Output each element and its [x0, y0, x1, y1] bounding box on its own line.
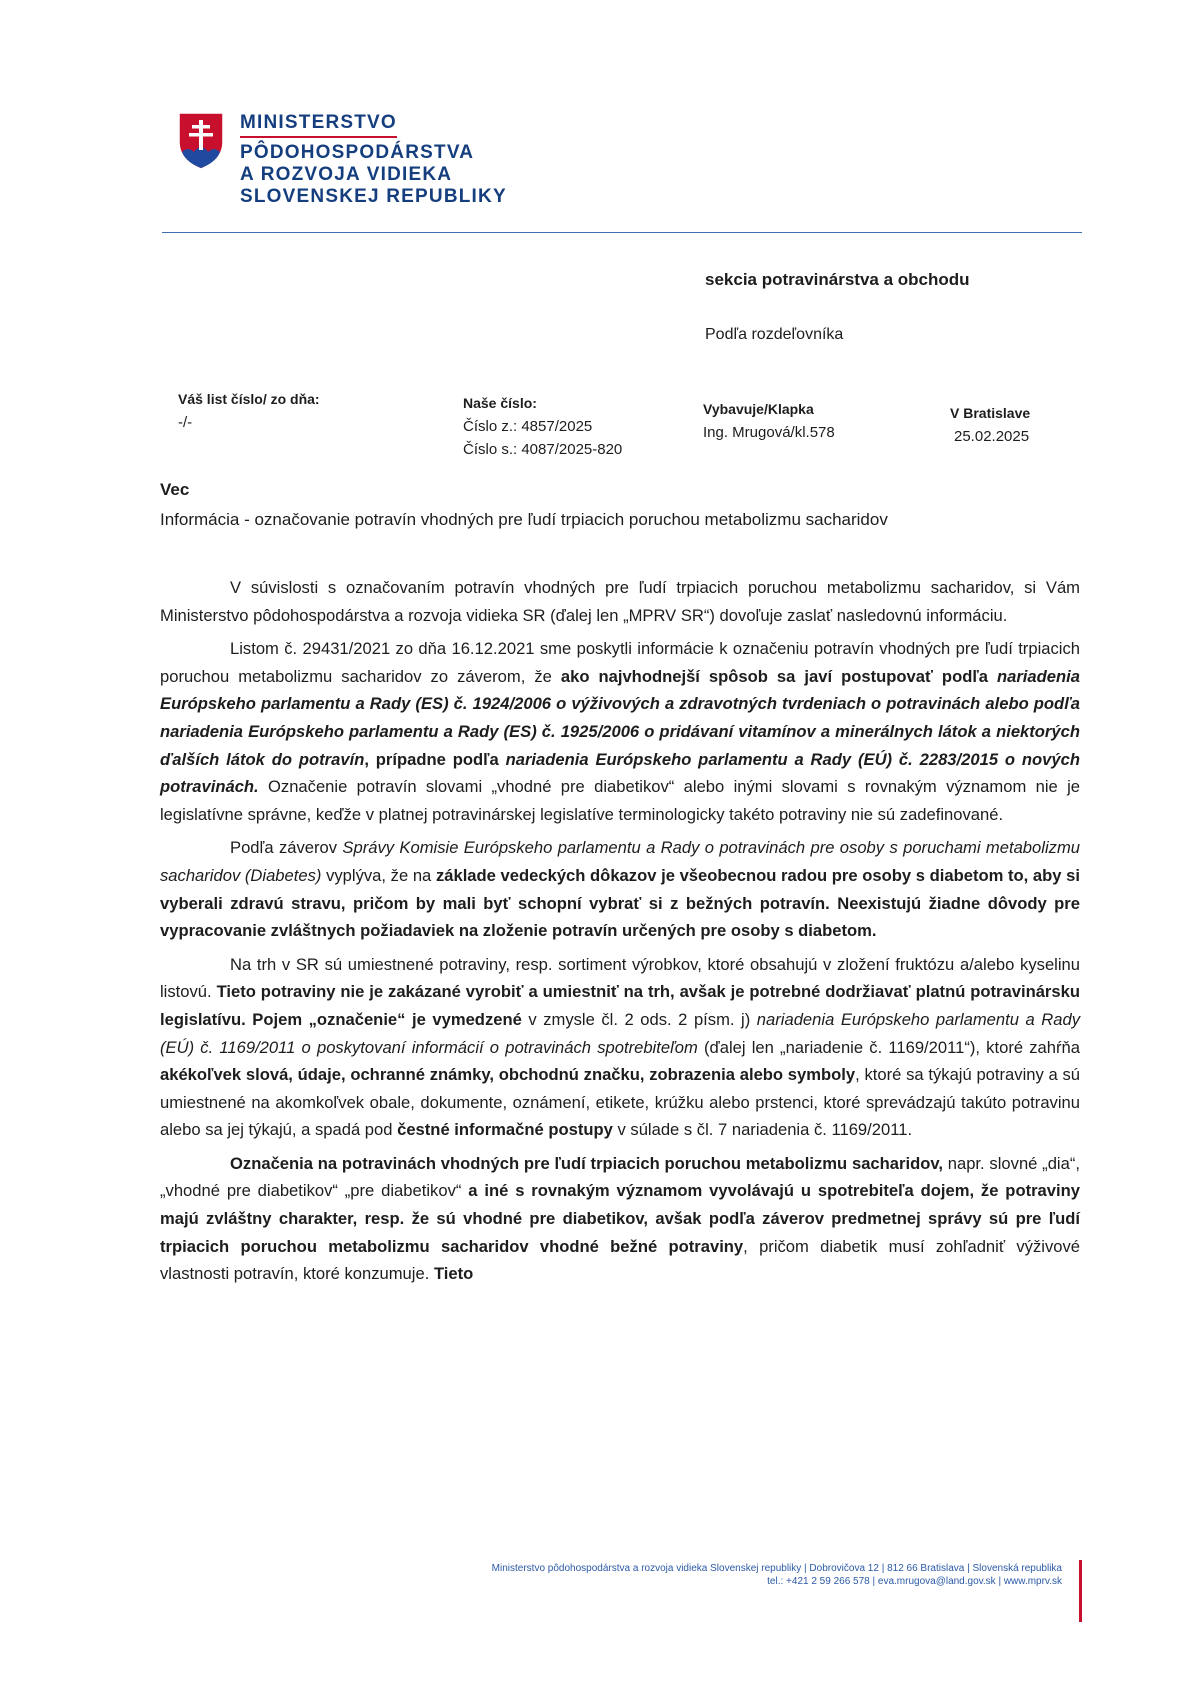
slovak-coat-of-arms-icon: [178, 112, 224, 170]
report-reference: Správy Komisie Európskeho parlamentu a Rady o potravinách pre osoby s poruchami metabolizmu sacharidov (Diabetes): [160, 838, 1080, 885]
regulation-reference: nariadenia Európskeho parlamentu a Rady (EÚ) č. 2283/2015 o nových potravinách.: [160, 749, 1080, 797]
your-letter-block: [178, 388, 320, 434]
emphasis-text: Tieto: [433, 1264, 474, 1284]
body-paragraph: [160, 574, 1080, 629]
body-paragraph: [160, 951, 1080, 1144]
paragraph-text: V súvislosti s označovaním potravín vhodných pre ľudí trpiacich poruchou metabolizmu sacharidov, si Vám Ministerstvo pôdohospodárstva a rozvoja vidieka SR (ďalej len „MPRV SR“) dovoľuje zaslať nasledovnú informáciu.: [160, 578, 1080, 625]
your-letter-value: -/-: [178, 414, 193, 431]
recipient-line: Podľa rozdeľovníka: [705, 326, 844, 343]
body-paragraph: [160, 834, 1080, 944]
our-number-s: Číslo s.: 4087/2025-820: [463, 441, 623, 458]
emphasis-text: akékoľvek slová, údaje, ochranné známky, obchodnú značku, zobrazenia alebo symboly: [160, 1065, 856, 1085]
section-name: sekcia potravinárstva a obchodu: [705, 270, 970, 289]
subject-text: Informácia - označovanie potravín vhodných pre ľudí trpiacich poruchou metabolizmu sacharidov: [160, 510, 888, 529]
emphasis-text: a iné s rovnakým významom vyvolávajú u spotrebiteľa dojem, že potraviny majú zvláštny charakter, resp. že sú vhodné pre diabetikov, avšak podľa záverov predmetnej správy sú pre ľudí trpiacich poruchou metabolizmu sacharidov vhodné bežné potraviny: [160, 1181, 1080, 1256]
handled-by-block: [703, 398, 835, 444]
our-number-label: Naše číslo:: [463, 395, 537, 411]
body-paragraph: [160, 635, 1080, 828]
your-letter-label: Váš list číslo/ zo dňa:: [178, 391, 320, 407]
paragraph-text: Podľa záverov: [230, 838, 343, 858]
our-number-block: [463, 392, 622, 461]
body-paragraph: [160, 1150, 1080, 1288]
paragraph-text: , ktoré sa týkajú potraviny a sú umiestnené na akomkoľvek obale, dokumente, oznámení, etikete, krúžku alebo prstenci, ktoré sprevádzajú takúto potravinu alebo sa jej týkajú, a spadá pod: [160, 1065, 1080, 1140]
footer-accent-bar: [1079, 1560, 1082, 1622]
letter-date: 25.02.2025: [954, 428, 1030, 445]
ministry-name-line-3: A ROZVOJA VIDIEKA: [240, 164, 453, 185]
paragraph-text: napr. slovné „dia“, „vhodné pre diabetikov“ „pre diabetikov“: [160, 1153, 1080, 1201]
emphasis-text: Označenia na potravinách vhodných pre ľudí trpiacich poruchou metabolizmu sacharidov,: [230, 1153, 943, 1173]
subject-label: Vec: [160, 480, 190, 499]
ministry-name-line-4: SLOVENSKEJ REPUBLIKY: [240, 186, 507, 207]
paragraph-text: vyplýva, že na: [321, 865, 436, 885]
regulation-reference: nariadenia Európskeho parlamentu a Rady (ES) č. 1924/2006 o výživových a zdravotných tvrdeniach o potravinách alebo podľa nariadenia Európskeho parlamentu a Rady (ES) č. 1925/2006 o pridávaní vitamínov a minerálnych látok a niektorých ďalších látok do potravín: [160, 666, 1080, 769]
emphasis-text: ako najvhodnejší spôsob sa javí postupovať podľa: [560, 666, 997, 686]
place-date-block: [950, 402, 1030, 448]
letter-footer: [370, 1562, 1062, 1588]
our-number-z: Číslo z.: 4857/2025: [463, 418, 593, 435]
paragraph-text: Na trh v SR sú umiestnené potraviny, resp. sortiment výrobkov, ktoré obsahujú v zložení fruktózu a/alebo kyselinu listovú.: [160, 954, 1080, 1002]
paragraph-text: v súlade s čl. 7 nariadenia č. 1169/2011.: [612, 1120, 913, 1140]
paragraph-text: Označenie potravín slovami „vhodné pre diabetikov“ alebo inými slovami s rovnakým významom nie je legislatívne správne, keďže v platnej potravinárskej legislatíve terminologicky takéto potraviny nie sú zadefinované.: [160, 777, 1080, 824]
header-divider: [162, 232, 1082, 233]
footer-contact: tel.: +421 2 59 266 578 | eva.mrugova@land.gov.sk | www.mprv.sk: [767, 1576, 1062, 1587]
emphasis-text: Tieto potraviny nie je zakázané vyrobiť a umiestniť na trh, avšak je potrebné dodržiavať platnú potravinársku legislatívu. Pojem „označenie“ je vymedzené: [160, 982, 1080, 1029]
footer-address: Ministerstvo pôdohospodárstva a rozvoja vidieka Slovenskej republiky | Dobrovičova 12 | 812 66 Bratislava | Slovenská republika: [491, 1563, 1062, 1574]
paragraph-text: v zmysle čl. 2 ods. 2 písm. j): [521, 1009, 757, 1029]
regulation-reference: nariadenia Európskeho parlamentu a Rady (EÚ) č. 1169/2011 o poskytovaní informácií o potravinách spotrebiteľom: [160, 1009, 1080, 1057]
handled-by-value: Ing. Mrugová/kl.578: [703, 424, 835, 441]
emphasis-text: čestné informačné postupy: [397, 1120, 613, 1140]
ministry-name: [240, 112, 540, 208]
emphasis-text: , prípadne podľa: [364, 749, 506, 769]
emphasis-text: základe vedeckých dôkazov je všeobecnou radou pre osoby s diabetom to, aby si vyberali zdravú stravu, pričom by mali byť schopní vybrať si z bežných potravín. Neexistujú žiadne dôvody pre vypracovanie zvláštnych požiadaviek na zloženie potravín určených pre osoby s diabetom.: [160, 865, 1080, 941]
place-label: V Bratislave: [950, 405, 1031, 421]
handled-by-label: Vybavuje/Klapka: [703, 401, 814, 417]
ministry-name-line-2: PÔDOHOSPODÁRSTVA: [240, 142, 475, 163]
letter-body: [160, 574, 1080, 1294]
paragraph-text: Listom č. 29431/2021 zo dňa 16.12.2021 sme poskytli informácie k označeniu potravín vhodných pre ľudí trpiacich poruchou metabolizmu sacharidov zo záverom, že: [160, 639, 1080, 686]
ministry-name-line-1: MINISTERSTVO: [240, 112, 397, 138]
paragraph-text: (ďalej len „nariadenie č. 1169/2011“), ktoré zahŕňa: [697, 1037, 1081, 1057]
paragraph-text: , pričom diabetik musí zohľadniť výživové vlastnosti potravín, ktoré konzumuje.: [160, 1236, 1080, 1284]
